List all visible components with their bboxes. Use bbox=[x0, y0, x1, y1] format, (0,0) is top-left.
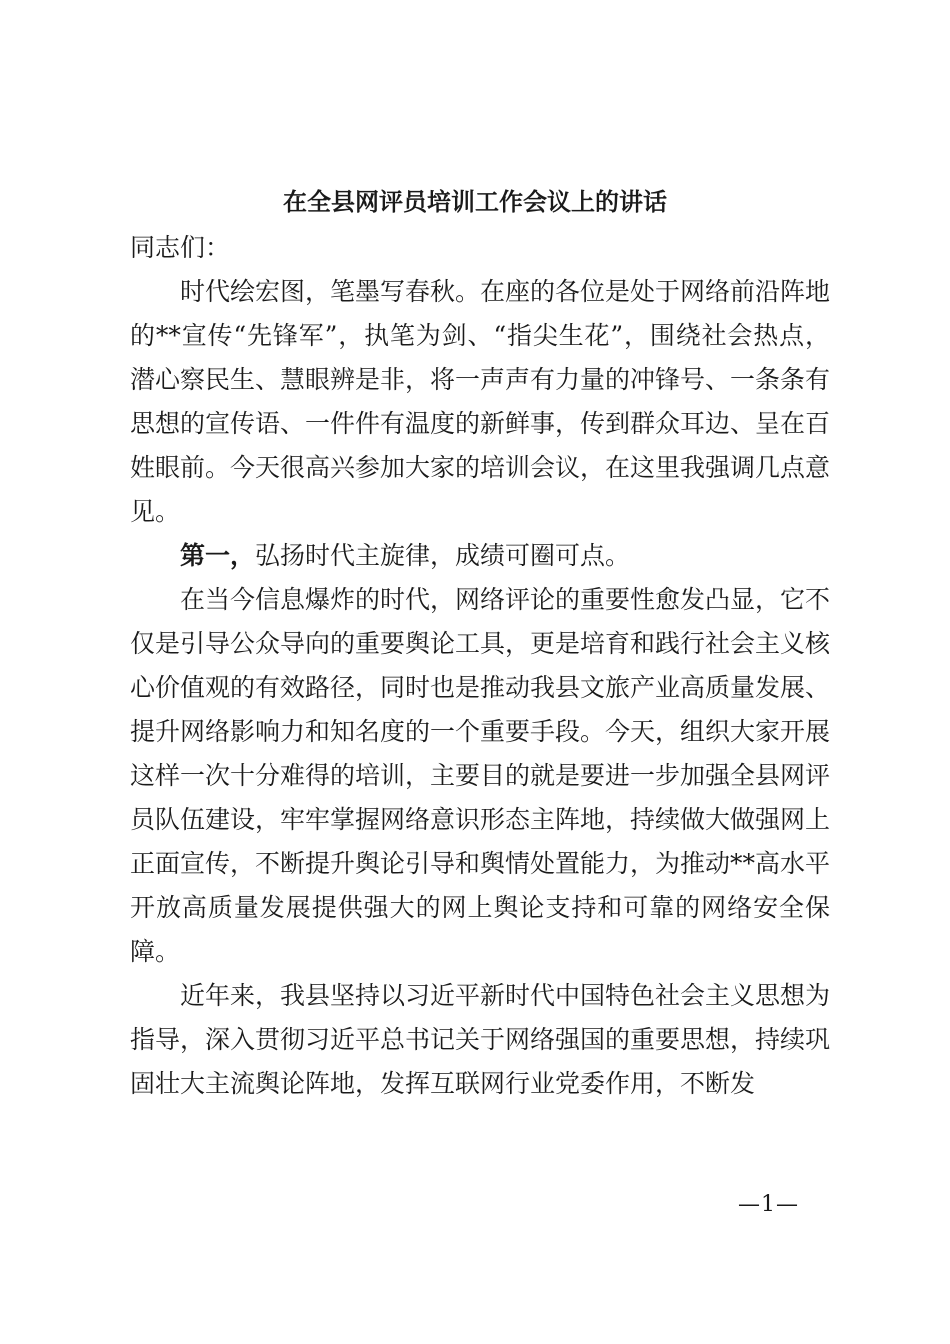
section-paragraph: 在当今信息爆炸的时代，网络评论的重要性愈发凸显，它不仅是引导公众导向的重要舆论工具，更是培育和践行社会主义核心价值观的有效路径，同时也是推动我县文旅产业高质量发展、提升网络影响力和知名度的一个重要手段。今天，组织大家开展这样一次十分难得的培训，主要目的就是要进一步加强全县网评员队伍建设，牢牢掌握网络意识形态主阵地，持续做大做强网上正面宣传，不断提升舆论引导和舆情处置能力，为推动**高水平开放高质量发展提供强大的网上舆论支持和可靠的网络安全保障。 bbox=[130, 585, 831, 966]
section-heading-lead: 第一， bbox=[180, 541, 256, 570]
intro-paragraph: 时代绘宏图，笔墨写春秋。在座的各位是处于网络前沿阵地的**宣传“先锋军”，执笔为剑、“指尖生花”，围绕社会热点，潜心察民生、慧眼辨是非，将一声声有力量的冲锋号、一条条有思想的宣传语、一件件有温度的新鲜事，传到群众耳边、呈在百姓眼前。今天很高兴参加大家的培训会议，在这里我强调几点意见。 bbox=[130, 277, 831, 526]
document-title: 在全县网评员培训工作会议上的讲话 bbox=[283, 187, 667, 216]
section-paragraph: 近年来，我县坚持以习近平新时代中国特色社会主义思想为指导，深入贯彻习近平总书记关于网络强国的重要思想，持续巩固壮大主流舆论阵地，发挥互联网行业党委作用，不断发 bbox=[130, 981, 831, 1098]
section-heading-text: 弘扬时代主旋律，成绩可圈可点。 bbox=[255, 541, 631, 570]
section-heading bbox=[130, 534, 830, 578]
salutation: 同志们： bbox=[130, 233, 231, 262]
page-number: —1— bbox=[738, 1192, 799, 1217]
document-body bbox=[130, 226, 830, 1106]
